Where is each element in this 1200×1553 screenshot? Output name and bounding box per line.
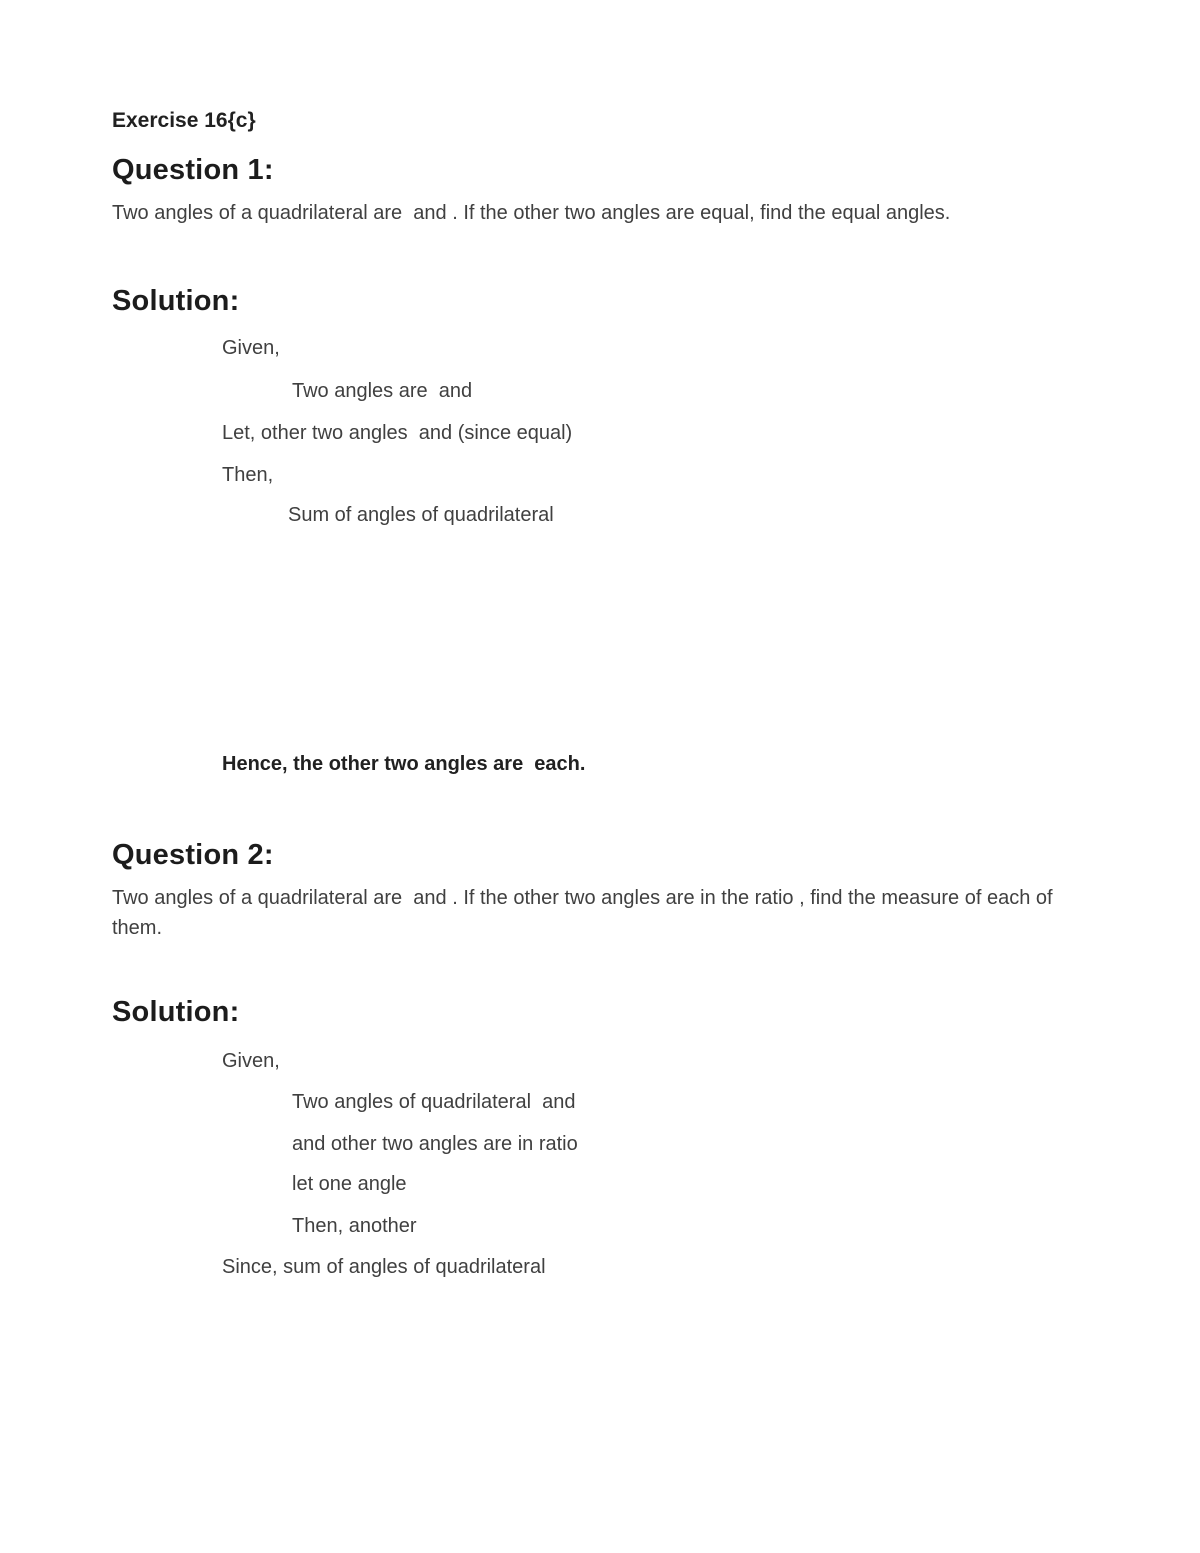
solution-line: Two angles are and [292,380,473,402]
solution-1-title: Solution: [112,285,240,317]
solution-line: Then, another [292,1215,417,1237]
solution-line: Two angles of quadrilateral and [292,1091,576,1113]
question-1-title: Question 1: [112,154,274,186]
question-2-text: Two angles of a quadrilateral are and . If the other two angles are in the ratio , find the measure of each of them. [112,887,1059,939]
exercise-heading: Exercise 16{c} [112,109,256,132]
solution-line: and other two angles are in ratio [292,1133,578,1155]
solution-line: Sum of angles of quadrilateral [288,504,554,526]
solution-line: Then, [222,464,274,486]
question-1-conclusion: Hence, the other two angles are each. [222,753,586,775]
solution-line: Given, [222,1050,280,1072]
solution-line: Given, [222,337,280,359]
solution-line: Let, other two angles and (since equal) [222,422,573,444]
question-1-text: Two angles of a quadrilateral are and . If the other two angles are equal, find the equal angles. [112,202,951,224]
solution-line: Since, sum of angles of quadrilateral [222,1256,546,1278]
solution-2-title: Solution: [112,996,240,1028]
solution-line: let one angle [292,1173,407,1195]
question-2-title: Question 2: [112,839,274,871]
